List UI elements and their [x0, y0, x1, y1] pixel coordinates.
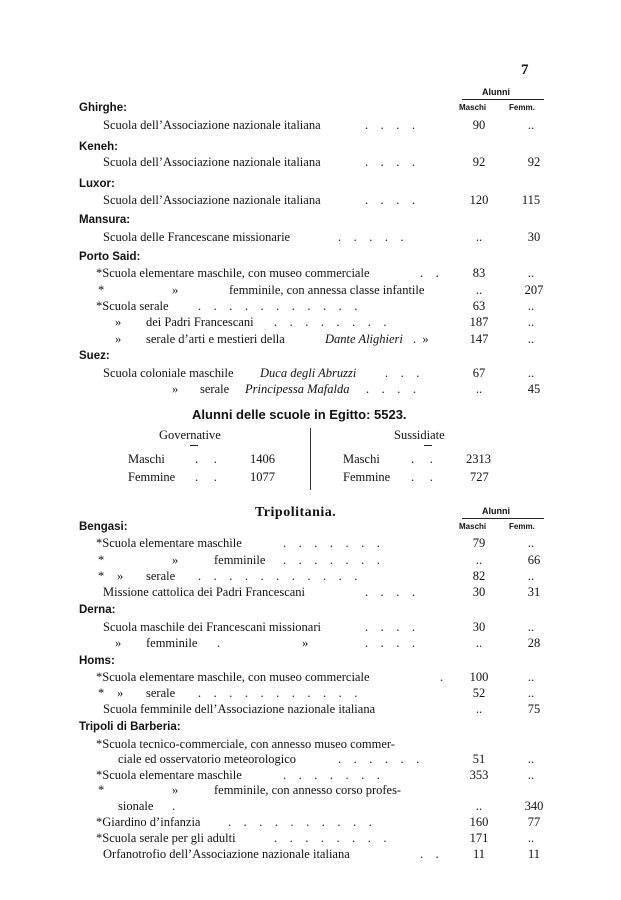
ditto-mark: *	[98, 686, 105, 700]
leader-dots: . . . .	[365, 155, 415, 169]
leader-dots: . . . .	[365, 118, 415, 132]
school-name: serale	[200, 382, 230, 396]
maschi-value: ..	[475, 382, 483, 396]
femm-value: 77	[527, 815, 541, 829]
ditto-mark: »	[117, 569, 124, 583]
leader-dots: . . . .	[365, 585, 415, 599]
leader-dots: . .	[420, 847, 439, 861]
school-name: Scuola dell’Associazione nazionale italiana	[103, 193, 321, 207]
maschi-label: Maschi	[343, 452, 380, 466]
femm-value: 207	[524, 283, 544, 297]
header-rule	[462, 518, 544, 519]
leader-dots: . .	[195, 452, 217, 466]
femm-value: 75	[527, 702, 541, 716]
school-name: serale	[146, 686, 176, 700]
school-name: dei Padri Francescani	[146, 315, 254, 329]
school-name: Scuola dell’Associazione nazionale italiana	[103, 118, 321, 132]
maschi-value: 51	[472, 752, 486, 766]
femm-value: ..	[527, 332, 535, 346]
maschi-value: ..	[475, 553, 483, 567]
maschi-value: 92	[472, 155, 486, 169]
femm-value: ..	[527, 752, 535, 766]
location-heading: Porto Said:	[79, 251, 141, 263]
school-name-continued: sionale	[118, 799, 154, 813]
ditto-mark: »	[302, 636, 309, 650]
sussidiate-maschi: 2313	[466, 452, 491, 466]
leader-dots: .	[440, 670, 444, 684]
maschi-value: ..	[475, 799, 483, 813]
maschi-value: 160	[469, 815, 489, 829]
school-name-italic: Duca degli Abruzzi	[260, 366, 357, 380]
leader-dots: . . . . . . . . . .	[228, 815, 372, 829]
school-name: Missione cattolica dei Padri Francescani	[103, 585, 306, 599]
leader-dots: . . . . . . .	[283, 536, 380, 550]
location-heading: Derna:	[79, 604, 116, 616]
femm-value: 30	[527, 230, 541, 244]
leader-dots: . . .	[385, 366, 420, 380]
section-title: Tripolitania.	[255, 505, 337, 520]
leader-dots: . . . .	[365, 620, 415, 634]
femm-value: 115	[521, 193, 541, 207]
femm-value: 31	[527, 585, 541, 599]
location-heading: Luxor:	[79, 178, 115, 190]
school-name: *Scuola elementare maschile, con museo commerciale	[96, 266, 370, 280]
femm-value: 28	[527, 636, 541, 650]
school-name-continued: ciale ed osservatorio meteorologico	[118, 752, 297, 766]
col-header-alunni: Alunni	[482, 506, 510, 516]
col-header-maschi: Maschi	[459, 522, 487, 531]
maschi-value: 82	[472, 569, 486, 583]
summary-divider	[310, 428, 311, 490]
location-heading: Tripoli di Barberia:	[79, 721, 181, 733]
maschi-value: 187	[469, 315, 489, 329]
leader-dots: . . . . . . .	[283, 768, 380, 782]
femm-value: ..	[527, 831, 535, 845]
school-name: serale	[146, 569, 176, 583]
ditto-mark: »	[115, 332, 122, 346]
femm-value: 45	[527, 382, 541, 396]
maschi-value: 353	[469, 768, 489, 782]
school-name-italic: Principessa Mafalda	[245, 382, 350, 396]
sussidiate-femmine: 727	[470, 470, 489, 484]
ditto-mark: *	[98, 553, 105, 567]
school-name: *Scuola elementare maschile, con museo commerciale	[96, 670, 370, 684]
school-name: *Scuola serale	[96, 299, 169, 313]
school-name: Scuola delle Francescane missionarie	[103, 230, 291, 244]
femmine-label: Femmine	[128, 470, 176, 484]
location-heading: Homs:	[79, 655, 115, 667]
school-name: Scuola dell’Associazione nazionale italiana	[103, 155, 321, 169]
leader-dots: . .	[195, 470, 217, 484]
femm-value: ..	[527, 536, 535, 550]
leader-dots: . . . . .	[338, 230, 404, 244]
col-header-femm: Femm.	[509, 522, 535, 531]
maschi-value: ..	[475, 636, 483, 650]
femmine-label: Femmine	[343, 470, 391, 484]
maschi-value: 83	[472, 266, 486, 280]
school-name: *Scuola elementare maschile	[96, 536, 242, 550]
leader-dots: . . . . . . . . . . .	[198, 686, 358, 700]
school-name: serale d’arti e mestieri della	[146, 332, 285, 346]
school-name: *Giardino d’infanzia	[96, 815, 201, 829]
leader-dots: . .	[411, 452, 433, 466]
ditto-mark: »	[172, 283, 179, 297]
school-name-italic: Dante Alighieri	[325, 332, 403, 346]
location-heading: Keneh:	[79, 141, 118, 153]
col-header-femm: Femm.	[509, 103, 535, 112]
maschi-label: Maschi	[128, 452, 165, 466]
femm-value: 340	[524, 799, 544, 813]
ditto-mark: »	[117, 686, 124, 700]
governative-maschi: 1406	[250, 452, 275, 466]
location-heading: Mansura:	[79, 214, 131, 226]
femm-value: ..	[527, 366, 535, 380]
maschi-value: 52	[472, 686, 486, 700]
school-name: Scuola femminile dell’Associazione nazionale italiana	[103, 702, 376, 716]
femm-value: 11	[527, 847, 541, 861]
summary-title: Alunni delle scuole in Egitto: 5523.	[192, 407, 407, 422]
leader-dots: . .	[411, 470, 433, 484]
femm-value: ..	[527, 670, 535, 684]
maschi-value: ..	[475, 702, 483, 716]
header-rule	[462, 99, 544, 100]
school-name: Orfanotrofio dell’Associazione nazionale italiana	[103, 847, 350, 861]
school-name: femminile, con annessa classe infantile	[229, 283, 425, 297]
leader-dots: . . . . . . . . . . .	[198, 299, 358, 313]
maschi-value: 63	[472, 299, 486, 313]
femm-value: 66	[527, 553, 541, 567]
underline-mark	[424, 445, 432, 446]
femm-value: ..	[527, 768, 535, 782]
leader-dots: . .	[420, 266, 439, 280]
location-heading: Suez:	[79, 350, 110, 362]
leader-dots: . . . .	[365, 193, 415, 207]
leader-dots: . . . .	[365, 636, 415, 650]
maschi-value: 30	[472, 585, 486, 599]
location-heading: Ghirghe:	[79, 102, 127, 114]
ditto-mark: »	[115, 315, 122, 329]
leader-dots: . . . . . .	[338, 752, 420, 766]
governative-label: Governative	[159, 428, 221, 442]
leader-dots: . . . . . . . . . . .	[198, 569, 358, 583]
ditto-mark: »	[115, 636, 122, 650]
leader-dots: . . . . . . . .	[274, 315, 387, 329]
femm-value: ..	[527, 620, 535, 634]
page-number: 7	[521, 62, 529, 78]
location-heading: Bengasi:	[79, 521, 128, 533]
leader-dots: .	[217, 636, 221, 650]
maschi-value: 30	[472, 620, 486, 634]
leader-dots: . . . . . . .	[283, 553, 380, 567]
maschi-value: 67	[472, 366, 486, 380]
femm-value: 92	[527, 155, 541, 169]
school-name: femminile, con annesso corso profes-	[214, 783, 402, 797]
ditto-mark: »	[172, 783, 179, 797]
ditto-mark: *	[98, 283, 105, 297]
maschi-value: 147	[469, 332, 489, 346]
school-name: *Scuola tecnico-commerciale, con annesso museo commer-	[96, 737, 395, 751]
underline-mark	[190, 445, 198, 446]
femm-value: ..	[527, 686, 535, 700]
ditto-mark: »	[172, 553, 179, 567]
governative-femmine: 1077	[250, 470, 275, 484]
maschi-value: 120	[469, 193, 489, 207]
ditto-mark: *	[98, 569, 105, 583]
school-name: femminile	[214, 553, 266, 567]
school-name: *Scuola elementare maschile	[96, 768, 242, 782]
maschi-value: 79	[472, 536, 486, 550]
school-name: Scuola maschile dei Francescani missionari	[103, 620, 321, 634]
school-name: femminile	[146, 636, 198, 650]
femm-value: ..	[527, 118, 535, 132]
femm-value: ..	[527, 299, 535, 313]
col-header-maschi: Maschi	[459, 103, 487, 112]
school-name: *Scuola serale per gli adulti	[96, 831, 236, 845]
femm-value: ..	[527, 266, 535, 280]
leader-dots: . . . . . . . .	[274, 831, 387, 845]
maschi-value: ..	[475, 230, 483, 244]
maschi-value: 171	[469, 831, 489, 845]
col-header-alunni: Alunni	[482, 87, 510, 97]
leader-dots: . »	[413, 332, 429, 346]
maschi-value: 90	[472, 118, 486, 132]
maschi-value: 100	[469, 670, 489, 684]
school-name: Scuola coloniale maschile	[103, 366, 234, 380]
leader-dots: .	[172, 799, 176, 813]
ditto-mark: »	[172, 382, 179, 396]
femm-value: ..	[527, 315, 535, 329]
ditto-mark: *	[98, 783, 105, 797]
leader-dots: . . . .	[366, 382, 416, 396]
maschi-value: 11	[472, 847, 486, 861]
sussidiate-label: Sussidiate	[394, 428, 445, 442]
maschi-value: ..	[475, 283, 483, 297]
femm-value: ..	[527, 569, 535, 583]
